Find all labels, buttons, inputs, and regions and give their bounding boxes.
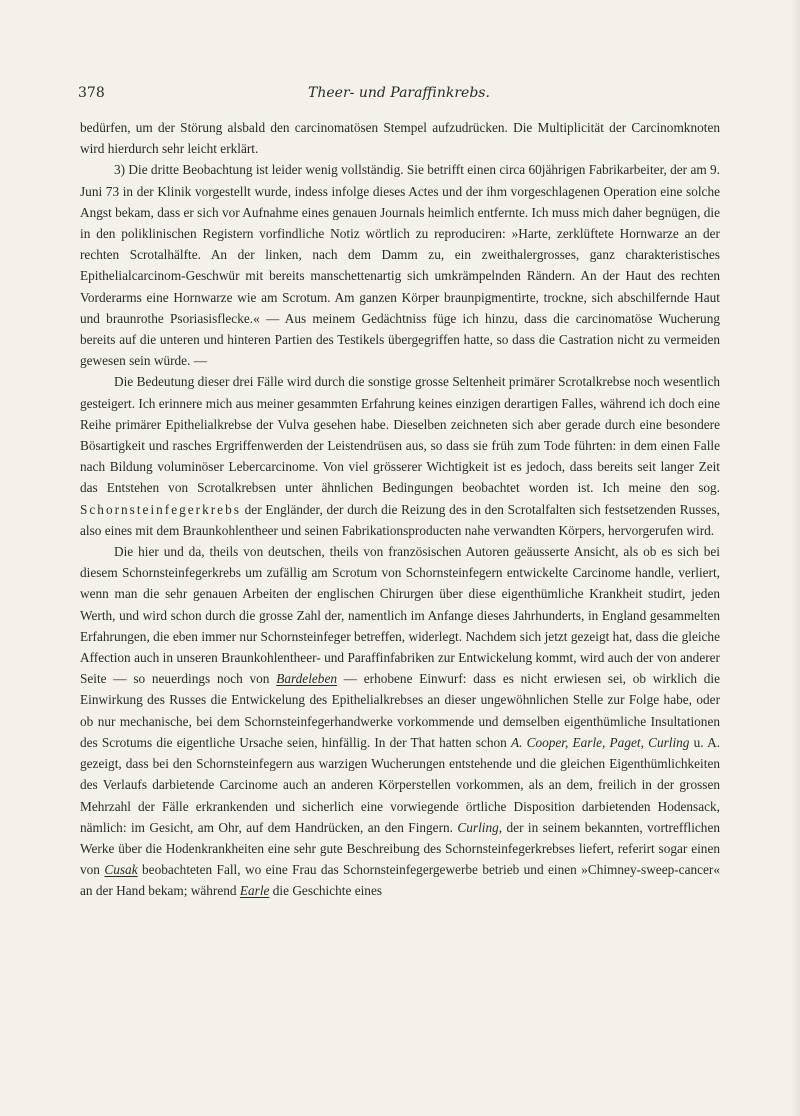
body-text (80, 117, 720, 902)
author-earle: Earle (239, 883, 270, 899)
paragraph-4-text-e: beobachteten Fall, wo eine Frau das Schornsteinfegergewerbe betrieb und einen »Chimney-sweep-cancer« an der Hand bekam; während (80, 862, 721, 899)
page-number: 378 (78, 85, 105, 101)
paragraph-4 (80, 541, 720, 901)
page-edge-shadow (790, 0, 800, 1116)
page-header (78, 85, 720, 107)
paragraph-4-text-b: — erhobene Einwurf: dass es nicht erwiesen sei, ob wirklich die Einwirkung des Russes die Entwickelung des Epithelialkrebses an dieser ungewöhnlichen Stelle zur Folge habe, oder ob nur mechanische, bei dem Schornsteinfegerhandwerke vorkommende und demselben eigenthümliche Insultationen des Scrotums die eigentliche Ursache seien, hinfällig. In der That hatten schon (80, 671, 721, 750)
paragraph-4-text-c: u. A. gezeigt, dass bei den Schornsteinfegern aus warzigen Wucherungen entstehende und die gleichen Eigenthümlichkeiten des Verlaufs darbietende Carcinome auch an anderen Körperstellen vorkommen, als an dem, freilich in der grossen Mehrzahl der Fälle erkrankenden und sicherlich eine vorwiegende örtliche Disposition darbietenden Hodensack, nämlich: im Gesicht, am Ohr, auf dem Handrücken, an den Fingern. (80, 734, 721, 835)
author-names: A. Cooper, Earle, Paget, Curling (510, 734, 690, 750)
paragraph-4-text-d: der in seinem bekannten, vortrefflichen Werke über die Hodenkrankheiten eine sehr gute Beschreibung des Schornsteinfegerkrebses liefert, referirt sogar einen von (80, 819, 720, 878)
spaced-term: Schornsteinfegerkrebs (80, 501, 241, 517)
author-bardeleben: Bardeleben (276, 671, 337, 687)
paragraph-4-text-a: Die hier und da, theils von deutschen, theils von französischen Autoren geäusserte Ansicht, als ob es sich bei diesem Schornsteinfegerkrebs um zufällig am Scrotum von Schornsteinfegern entwickelte Carcinome handle, verliert, wenn man die sehr genauen Arbeiten der englischen Chirurgen über diese eigenthümliche Krankheit studirt, jeden Werth, und wird schon durch die grosse Zahl der, namentlich im Anfange dieses Jahrhunderts, in England gesammelten Erfahrungen, die eben immer nur Schornsteinfeger betreffen, widerlegt. Nachdem sich jetzt gezeigt hat, dass die gleiche Affection auch in unseren Braunkohlentheer- und Paraffinfabriken zur Entwickelung kommt, wird auch der von anderer Seite — so neuerdings noch von (80, 544, 720, 687)
paragraph-3-text-a: Die Bedeutung dieser drei Fälle wird durch die sonstige grosse Seltenheit primärer Scrotalkrebse noch wesentlich gesteigert. Ich erinnere mich aus meiner gesammten Erfahrung keines einzigen derartigen Falles, während ich doch eine Reihe primärer Epithelialkrebse der Vulva gesehen habe. Dieselben zeichneten sich aber gerade durch eine besondere Bösartigkeit und rasches Ergriffenwerden der Leistendrüsen aus, so dass sie früh zum Tode führten: in dem einen Falle nach Bildung voluminöser Lebercarcinome. Von viel grösserer Wichtigkeit ist es jedoch, dass bereits seit langer Zeit das Entstehen von Scrotalkrebsen unter ähnlichen Bedingungen beobachtet worden ist. Ich meine den sog. (80, 374, 720, 496)
paragraph-3-text-b: der Engländer, der durch die Reizung des in den Scrotalfalten sich festsetzenden Russes, also eines mit dem Braunkohlentheer und seinen Fabrikationsproducten nahe verwandten Körpers, hervorgerufen wird. (80, 501, 721, 538)
running-title: Theer- und Paraffinkrebs. (308, 85, 490, 101)
paragraph-2: 3) Die dritte Beobachtung ist leider wenig vollständig. Sie betrifft einen circa 60jährigen Fabrikarbeiter, der am 9. Juni 73 in der Klinik vorgestellt wurde, indess infolge dieses Actes und der ihm vorgeschlagenen Operation eine solche Angst bekam, dass er sich vor Aufnahme eines genauen Journals heimlich entfernte. Ich muss mich daher begnügen, die in den poliklinischen Registern vorfindliche Notiz wörtlich zu reproduciren: »Harte, zerklüftete Hornwarze an der rechten Scrotalhälfte. An der linken, nach dem Damm zu, ein zweithalergrosses, ganz charakteristisches Epithelialcarcinom-Geschwür mit bereits manschettenartig sich umkrämpelnden Rändern. An der Haut des rechten Vorderarms eine Hornwarze wie am Scrotum. Am ganzen Körper braunpigmentirte, trockne, sich abschilfernde Haut und braunrothe Psoriasisflecke.« — Aus meinem Gedächtniss füge ich hinzu, dass die carcinomatöse Wucherung bereits auf die unteren und hinteren Partien des Testikels übergegriffen hatte, so dass die Castration nicht zu vermeiden gewesen sein würde. — (80, 162, 720, 369)
paragraph-3 (80, 371, 720, 541)
author-curling: Curling, (457, 819, 503, 835)
paragraph-4-text-f: die Geschichte eines (272, 883, 383, 899)
paragraph-1: bedürfen, um der Störung alsbald den carcinomatösen Stempel aufzudrücken. Die Multiplicität der Carcinomknoten wird hierdurch sehr leicht erklärt. (80, 120, 720, 157)
author-cusak: Cusak (104, 862, 138, 878)
